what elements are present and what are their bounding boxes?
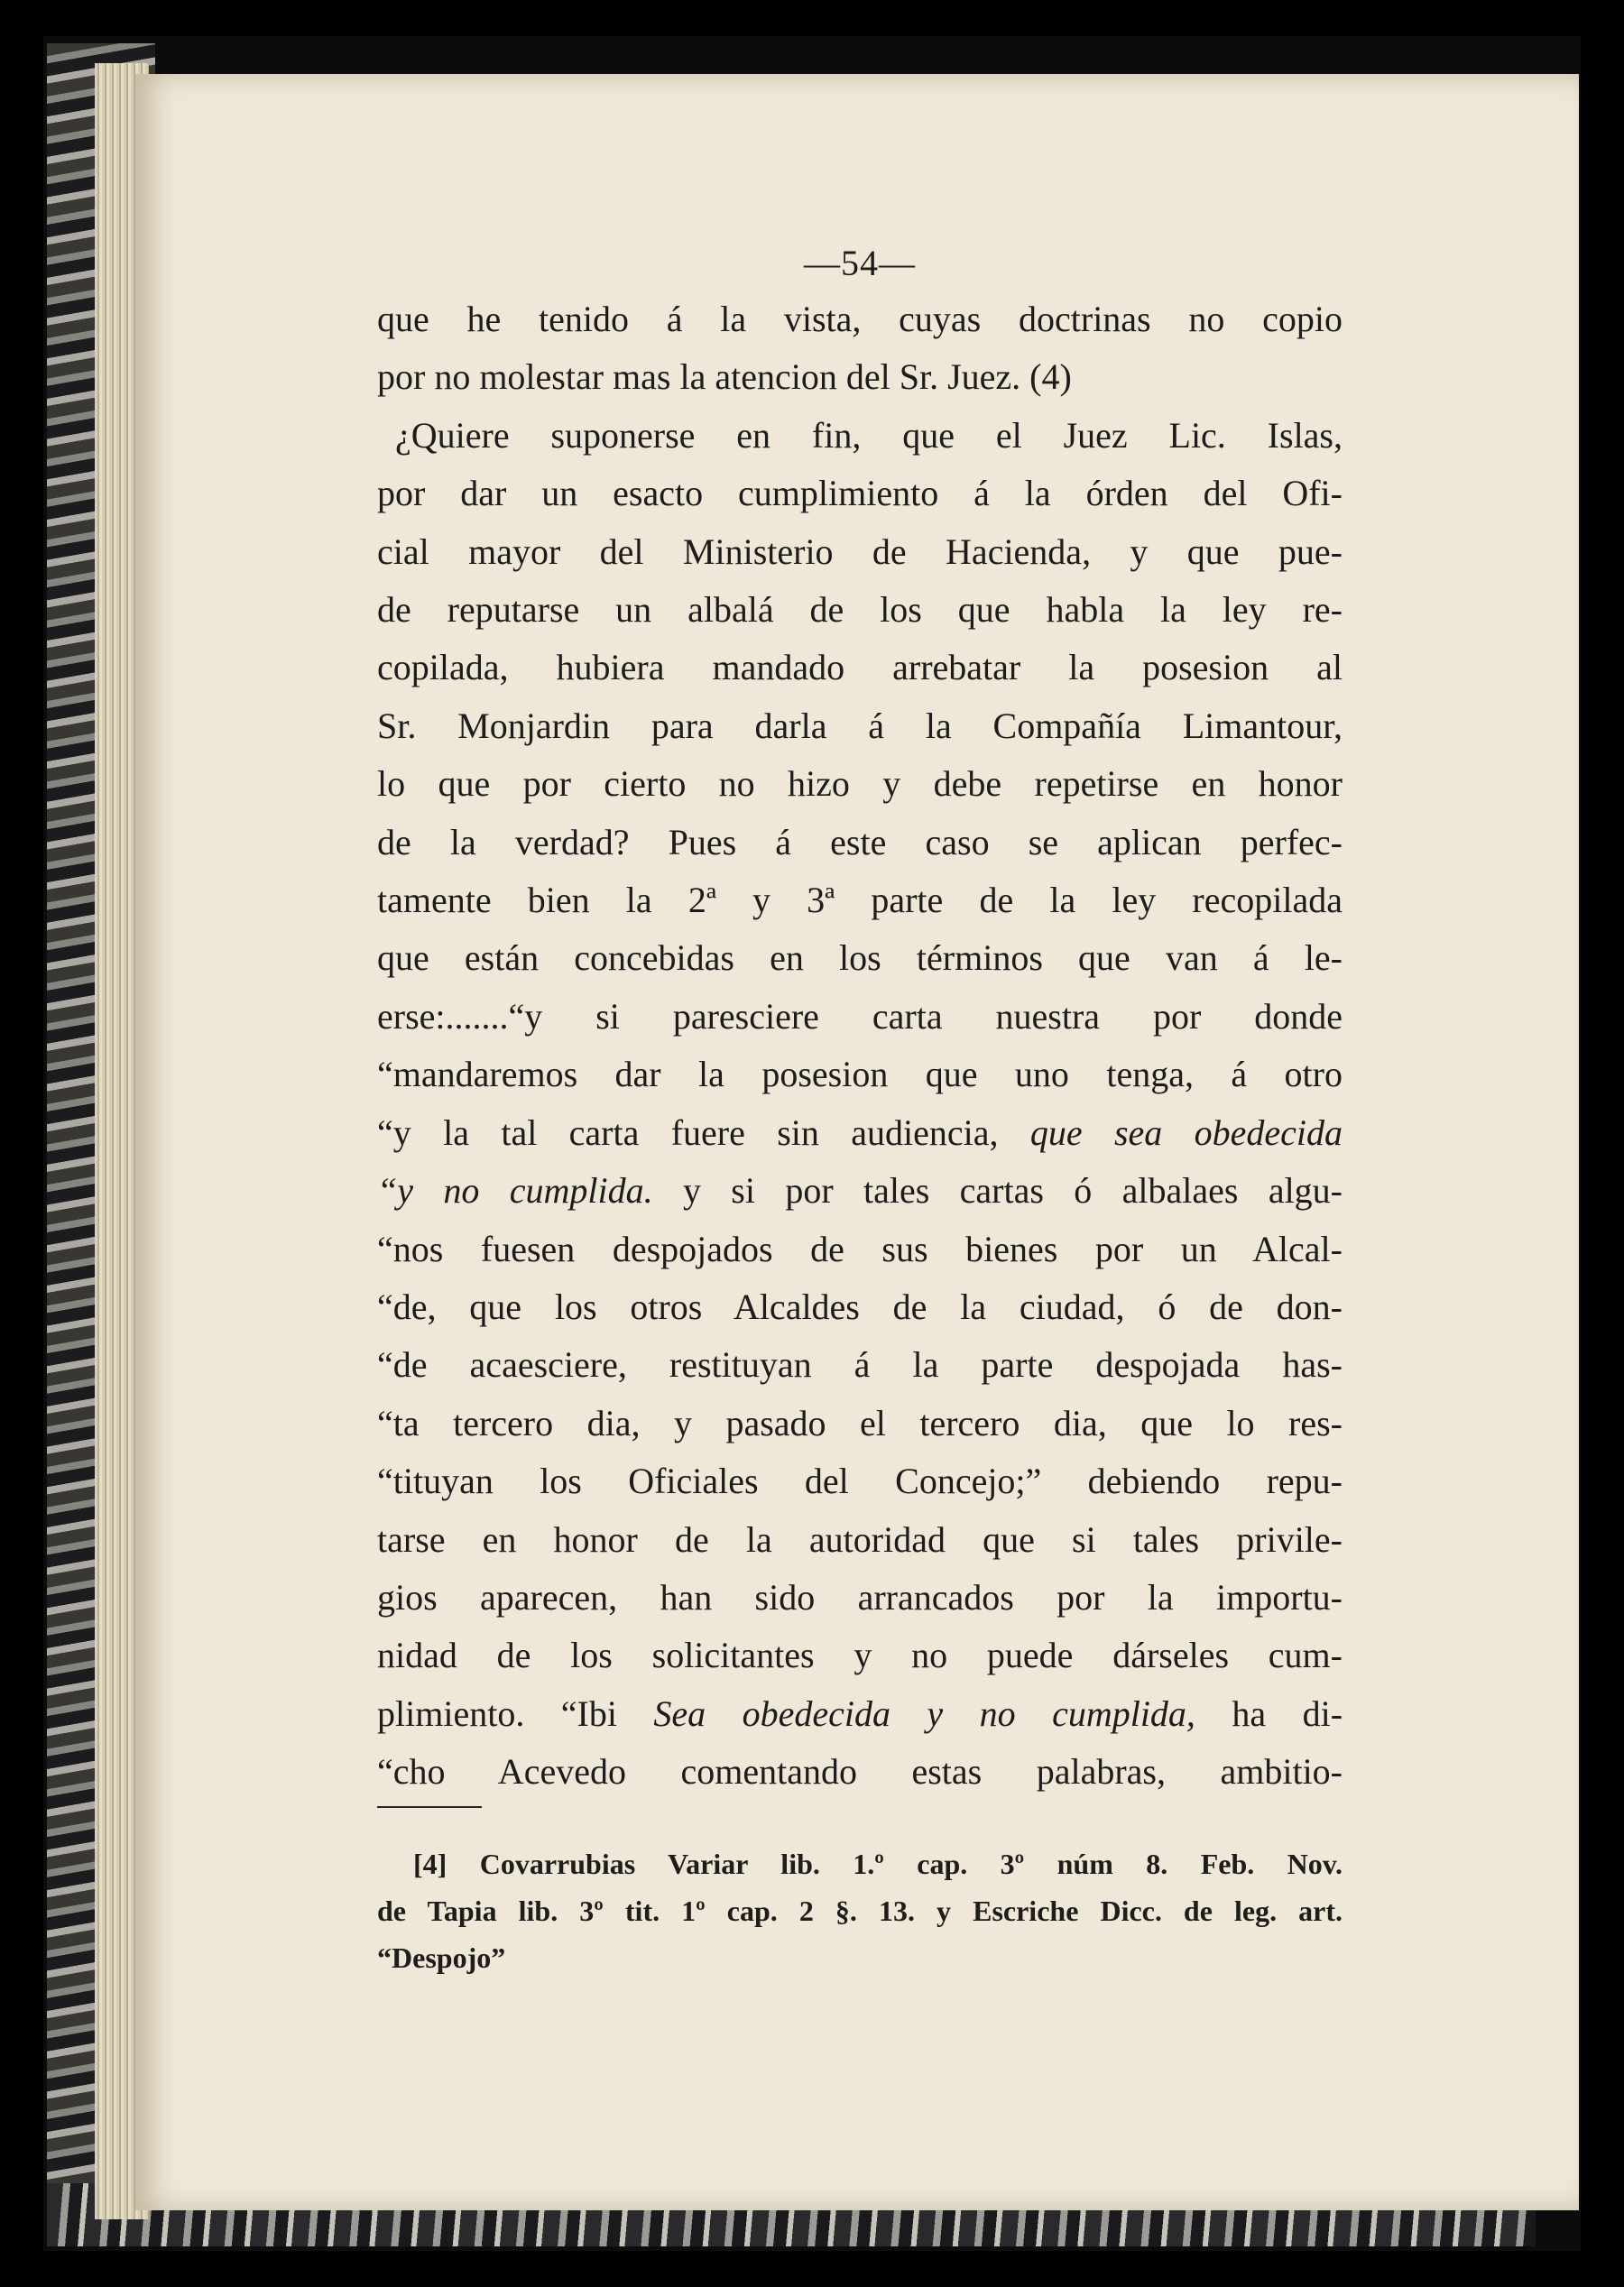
text-line: “ta tercero dia, y pasado el tercero dia, que lo res- xyxy=(377,1402,1343,1443)
text-line: tarse en honor de la autoridad que si tales privile- xyxy=(377,1518,1343,1560)
page-number: —54— xyxy=(804,243,916,283)
text-line: ¿Quiere suponerse en fin, que el Juez Lic. Islas, xyxy=(395,414,1343,456)
text-line: “nos fuesen despojados de sus bienes por un Alcal- xyxy=(377,1228,1343,1269)
text-line: por dar un esacto cumplimiento á la órden del Ofi- xyxy=(377,473,1343,514)
text-line xyxy=(377,1104,1343,1162)
text-line: erse:.......“y si paresciere carta nuestra por donde xyxy=(377,995,1343,1037)
text-line: tamente bien la 2ª y 3ª parte de la ley recopilada xyxy=(377,880,1343,921)
italic-span: “y no cumplida. xyxy=(377,1170,653,1212)
footnote-line: [4] Covarrubias Variar lib. 1.º cap. 3º núm 8. Feb. Nov. xyxy=(413,1848,1343,1880)
text-line: que he tenido á la vista, cuyas doctrinas no copio xyxy=(377,299,1343,339)
text-line: por no molestar mas la atencion del Sr. Juez. (4) xyxy=(377,356,1072,398)
footnote-line: “Despojo” xyxy=(377,1941,506,1974)
text-line: nidad de los solicitantes y no puede dárseles cum- xyxy=(377,1635,1343,1676)
italic-span: que sea obedecida xyxy=(1029,1111,1343,1153)
text-line: cial mayor del Ministerio de Hacienda, y que pue- xyxy=(377,530,1343,572)
text-span: plimiento. “Ibi xyxy=(377,1692,654,1734)
text-line: “de acaesciere, restituyan á la parte despojada has- xyxy=(377,1344,1343,1386)
footnote xyxy=(377,1840,1343,1981)
text-line: de la verdad? Pues á este caso se aplican perfec- xyxy=(377,821,1343,862)
text-line: “de, que los otros Alcaldes de la ciudad, ó de don- xyxy=(377,1286,1343,1327)
text-line: gios aparecen, han sido arrancados por la importu- xyxy=(377,1576,1343,1618)
text-line: “cho Acevedo comentando estas palabras, ambitio- xyxy=(377,1751,1343,1793)
page-text-block xyxy=(377,242,1343,1802)
text-span: “y la tal carta fuere sin audiencia, xyxy=(377,1111,999,1153)
text-line: de reputarse un albalá de los que habla la ley re- xyxy=(377,589,1343,631)
text-line: que están concebidas en los términos que van á le- xyxy=(377,937,1343,979)
text-line xyxy=(377,1162,1343,1220)
italic-span: Sea obedecida y no cumplida, xyxy=(653,1692,1195,1734)
text-line: lo que por cierto no hizo y debe repetirse en honor xyxy=(377,763,1343,805)
footnote-rule xyxy=(377,1806,482,1808)
text-line: “tituyan los Oficiales del Concejo;” debiendo repu- xyxy=(377,1461,1343,1502)
text-line: Sr. Monjardin para darla á la Compañía Limantour, xyxy=(377,705,1343,746)
text-line: copilada, hubiera mandado arrebatar la posesion al xyxy=(377,647,1343,688)
text-span: y si por tales cartas ó albalaes algu- xyxy=(652,1170,1343,1212)
footnote-line: de Tapia lib. 3º tit. 1º cap. 2 §. 13. y Escriche Dicc. de leg. art. xyxy=(377,1895,1343,1927)
text-span: ha di- xyxy=(1195,1692,1343,1734)
text-line xyxy=(377,1685,1343,1743)
text-line: “mandaremos dar la posesion que uno tenga, á otro xyxy=(377,1054,1343,1095)
